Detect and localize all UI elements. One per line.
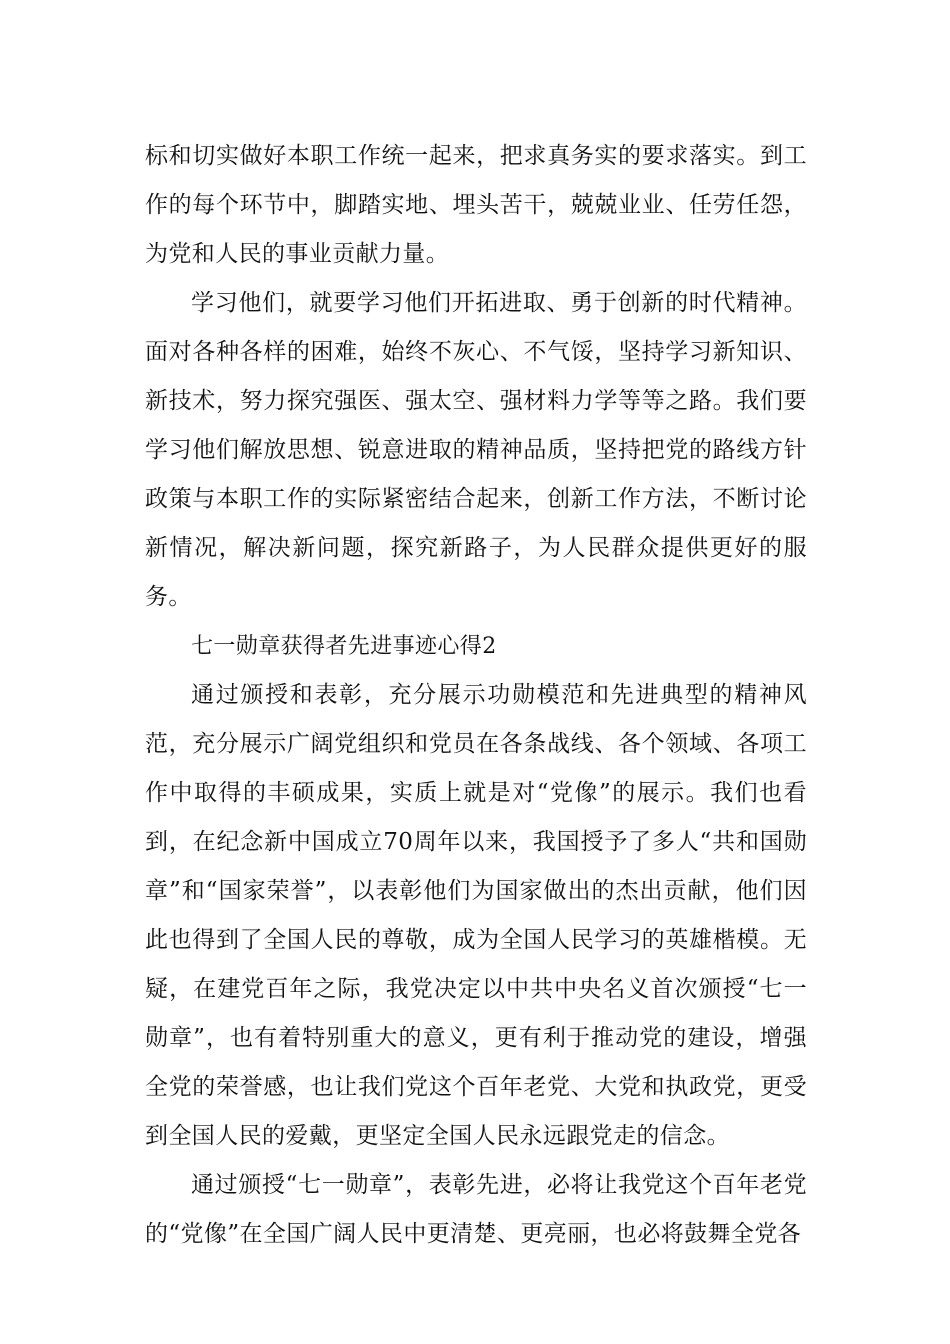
section-heading: 七一勋章获得者先进事迹心得2 [191,634,497,659]
paragraph-learning-spirit: 学习他们，就要学习他们开拓进取、勇于创新的时代精神。面对各种各样的困难，始终不灰心、不气馁，坚持学习新知识、新技术，努力探究强医、强太空、强材料力学等等之路。我们要学习他们解放思想、锐意进取的精神品质，坚持把党的路线方针政策与本职工作的实际紧密结合起来，创新工作方法，不断讨论新情况，解决新问题，探究新路子，为人民群众提供更好的服务。 [145,290,807,610]
paragraph-award-impact: 通过颁授“七一勋章”，表彰先进，必将让我党这个百年老党的“党像”在全国广阔人民中更清楚、更亮丽，也必将鼓舞全党各 [145,1172,807,1247]
paragraph-continuation: 标和切实做好本职工作统一起来，把求真务实的要求落实。到工作的每个环节中，脚踏实地、埋头苦干，兢兢业业、任劳任怨，为党和人民的事业贡献力量。 [145,143,807,267]
document-body [145,132,807,1259]
paragraph-award-significance: 通过颁授和表彰，充分展示功勋模范和先进典型的精神风范，充分展示广阔党组织和党员在各条战线、各个领域、各项工作中取得的丰硕成果，实质上就是对“党像”的展示。我们也看到，在纪念新中国成立70周年以来，我国授予了多人“共和国勋章”和“国家荣誉”，以表彰他们为国家做出的杰出贡献，他们因此也得到了全国人民的尊敬，成为全国人民学习的英雄楷模。无疑，在建党百年之际，我党决定以中共中央名义首次颁授“七一勋章”，也有着特别重大的意义，更有利于推动党的建设，增强全党的荣誉感，也让我们党这个百年老党、大党和执政党，更受到全国人民的爱戴，更坚定全国人民永远跟党走的信念。 [145,682,807,1149]
